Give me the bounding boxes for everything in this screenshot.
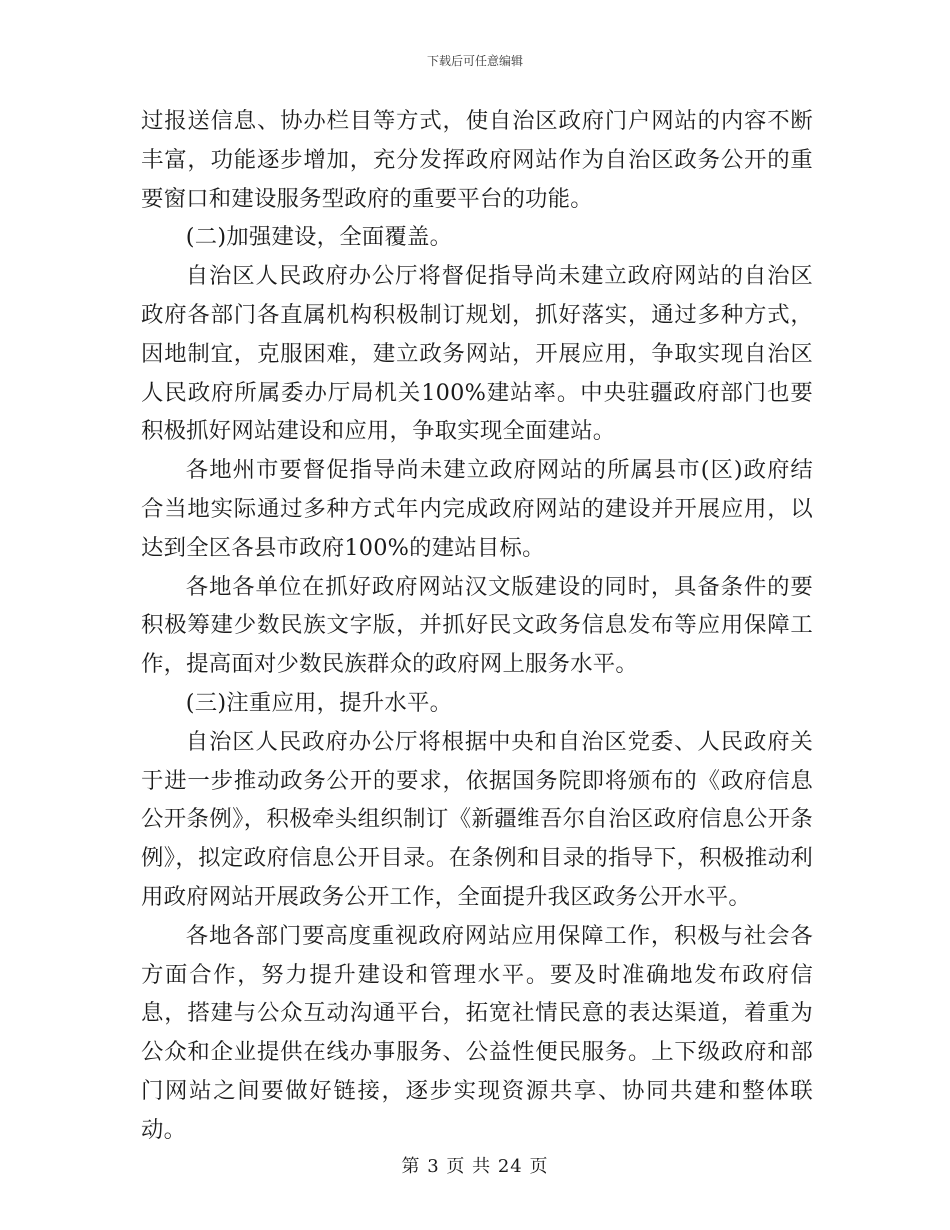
section-heading-3: (三)注重应用，提升水平。 <box>185 689 453 716</box>
page-header: 下载后可任意编辑 <box>426 54 523 68</box>
document-body <box>141 102 813 1150</box>
paragraph-7: 自治区人民政府办公厅将根据中央和自治区党委、人民政府关于进一步推动政务公开的要求，依据国务院即将颁布的《政府信息公开条例》，积极牵头组织制订《新疆维吾尔自治区政府信息公开条例》，拟定政府信息公开目录。在条例和目录的指导下，积极推动利用政府网站开展政务公开工作，全面提升我区政务公开水平。 <box>141 728 813 910</box>
paragraph-3: 自治区人民政府办公厅将督促指导尚未建立政府网站的自治区政府各部门各直属机构积极制订规划，抓好落实，通过多种方式，因地制宜，克服困难，建立政务网站，开展应用，争取实现自治区人民政府所属委办厅局机关100%建站率。中央驻疆政府部门也要积极抓好网站建设和应用，争取实现全面建站。 <box>141 263 813 445</box>
paragraph-4: 各地州市要督促指导尚未建立政府网站的所属县市(区)政府结合当地实际通过多种方式年内完成政府网站的建设并开展应用，以达到全区各县市政府100%的建站目标。 <box>141 457 813 561</box>
paragraph-5: 各地各单位在抓好政府网站汉文版建设的同时，具备条件的要积极筹建少数民族文字版，并抓好民文政务信息发布等应用保障工作，提高面对少数民族群众的政府网上服务水平。 <box>141 573 813 678</box>
paragraph-8: 各地各部门要高度重视政府网站应用保障工作，积极与社会各方面合作，努力提升建设和管理水平。要及时准确地发布政府信息，搭建与公众互动沟通平台，拓宽社情民意的表达渠道，着重为公众和企业提供在线办事服务、公益性便民服务。上下级政府和部门网站之间要做好链接，逐步实现资源共享、协同共建和整体联动。 <box>141 922 813 1143</box>
page-number: 第 3 页 共 24 页 <box>401 1156 549 1177</box>
section-heading-2: (二)加强建设，全面覆盖。 <box>185 224 453 251</box>
paragraph-1: 过报送信息、协办栏目等方式，使自治区政府门户网站的内容不断丰富，功能逐步增加，充分发挥政府网站作为自治区政务公开的重要窗口和建设服务型政府的重要平台的功能。 <box>141 108 813 212</box>
